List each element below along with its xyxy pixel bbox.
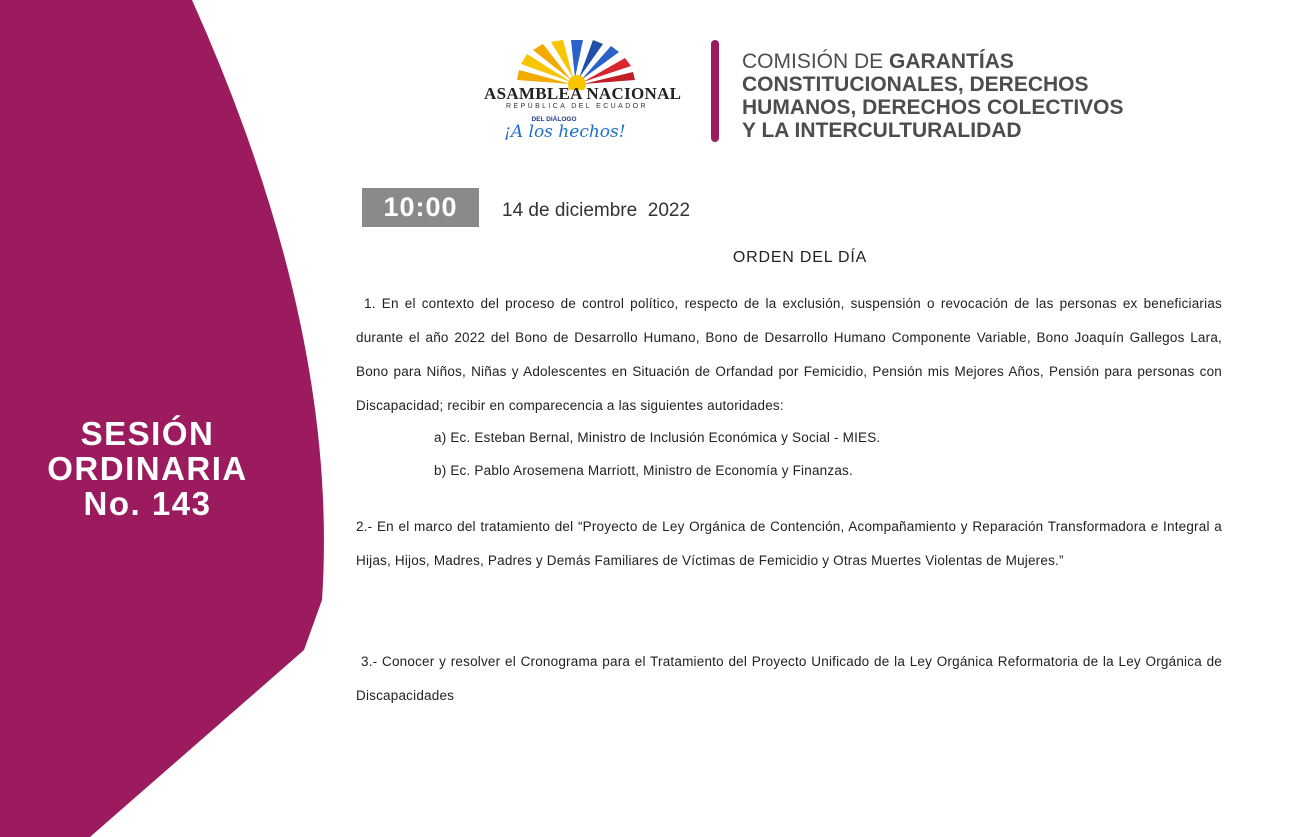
session-title xyxy=(20,416,275,521)
agenda-item-3: 3.- Conocer y resolver el Cronograma para el Tratamiento del Proyecto Unificado de la Ley Orgánica Reformatoria de la Ley Orgánica de Discapacidades xyxy=(356,654,1222,703)
commission-line-1: GARANTÍAS xyxy=(889,50,1014,73)
logo-tagline: ¡A los hechos! xyxy=(504,122,626,142)
meeting-date: 14 de diciembre 2022 xyxy=(502,200,691,221)
agenda-item-1-b: b) Ec. Pablo Arosemena Marriott, Ministro de Economía y Finanzas. xyxy=(434,463,853,478)
logo-subtitle: REPÚBLICA DEL ECUADOR xyxy=(506,103,648,110)
asamblea-logo xyxy=(484,40,682,150)
agenda-title: ORDEN DEL DÍA xyxy=(732,249,868,266)
session-line-2: ORDINARIA xyxy=(47,450,248,487)
commission-line-2: CONSTITUCIONALES, DERECHOS xyxy=(742,73,1089,96)
time-badge: 10:00 xyxy=(362,188,479,227)
logo-name: ASAMBLEA NACIONAL xyxy=(484,84,682,103)
commission-prefix: COMISIÓN DE xyxy=(742,50,884,73)
agenda-item-1-a: a) Ec. Esteban Bernal, Ministro de Inclusión Económica y Social - MIES. xyxy=(434,430,881,445)
header-divider xyxy=(711,40,719,142)
commission-title xyxy=(742,50,1142,142)
commission-line-4: Y LA INTERCULTURALIDAD xyxy=(742,119,1022,142)
agenda-item-1: 1. En el contexto del proceso de control político, respecto de la exclusión, suspensión o revocación de las personas ex beneficiarias durante el año 2022 del Bono de Desarrollo Humano, Bono de Desarrollo Humano Componente Variable, Bono Joaquín Gallegos Lara, Bono para Niños, Niñas y Adolescentes en Situación de Orfandad por Femicidio, Pensión mis Mejores Años, Pensión para personas con Discapacidad; recibir en comparecencia a las siguientes autoridades: xyxy=(356,296,1222,413)
logo-tag-small: DEL DIÁLOGO xyxy=(531,116,577,123)
session-line-1: SESIÓN xyxy=(80,415,215,452)
session-line-3: No. 143 xyxy=(83,485,212,522)
agenda-item-2: 2.- En el marco del tratamiento del “Proyecto de Ley Orgánica de Contención, Acompañamiento y Reparación Transformadora e Integral a Hijas, Hijos, Madres, Padres y Demás Familiares de Víctimas de Femicidio y Otras Muertes Violentas de Mujeres.” xyxy=(356,519,1222,568)
sun-rays-icon xyxy=(484,40,674,90)
commission-line-3: HUMANOS, DERECHOS COLECTIVOS xyxy=(742,96,1124,119)
